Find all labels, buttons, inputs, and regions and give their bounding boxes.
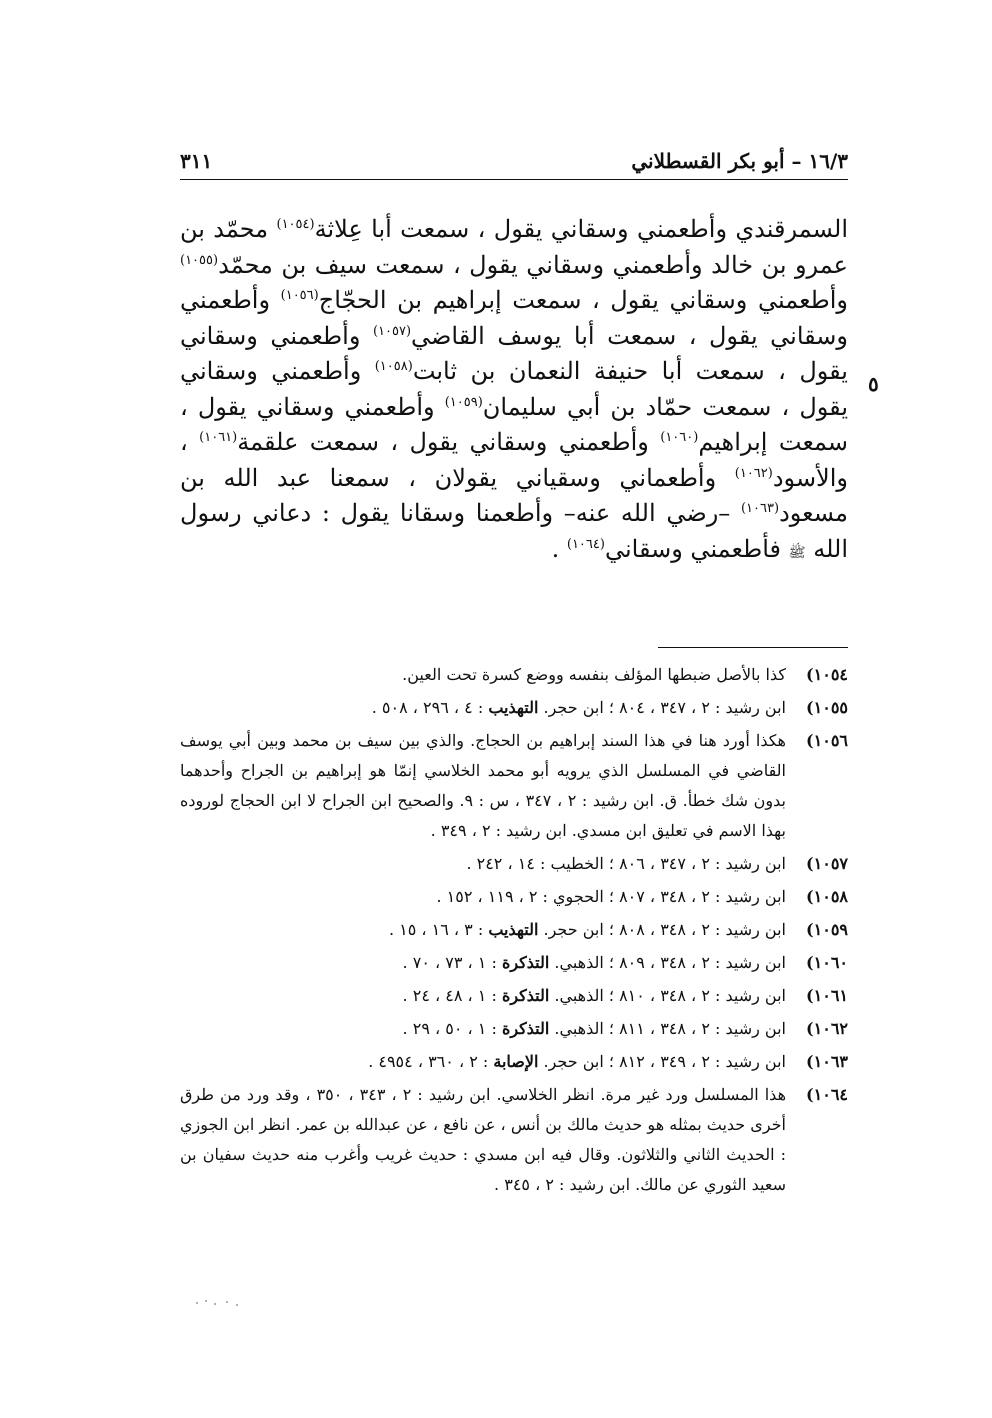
- line-number-marker: ٥: [868, 372, 879, 396]
- text-run: وأطعمني وسقاني يقول ، سمعت إبراهيم: [180, 392, 849, 456]
- footnote-number: ١٠٥٦): [806, 731, 848, 750]
- source-title: الإصابة: [493, 1052, 539, 1071]
- footnote: [180, 660, 848, 690]
- footnote-run: ابن رشيد : ٢ ، ٣٤٧ ، ٨٠٦ ؛ الخطيب : ١٤ ، ٢٤٢ .: [466, 854, 786, 873]
- text-run: وأطعمني وسقاني يقول ، سمعت حمّاد بن أبي سليمان: [180, 357, 849, 421]
- text-run: وأطعمني وسقاني يقول ، سمعت علقمة: [237, 428, 661, 456]
- footnote-text: [180, 726, 786, 846]
- text-run: السمرقندي وأطعمني وسقاني يقول ، سمعت أبا عِلاثة: [314, 215, 849, 243]
- footnote-run: ابن رشيد : ٢ ، ٣٤٩ ، ٨١٢ ؛ ابن حجر.: [538, 1052, 786, 1071]
- footnote-run: ابن رشيد : ٢ ، ٣٤٨ ، ٨٠٧ ؛ الحجوي : ٢ ، ١١٩ ، ١٥٢ .: [436, 887, 786, 906]
- footnote-number: ١٠٥٥): [806, 698, 848, 717]
- footnote-run: هكذا أورد هنا في هذا السند إبراهيم بن الحجاج. والذي بين سيف بن محمد وبين أبي يوسف القاضي في المسلسل الذي يرويه أبو محمد الخلاسي إنمّا هو إبراهيم بن الجراح وأحدهما بدون شك خطأ. ق. ابن رشيد : ٢ ، ٣٤٧ ، س : ٩. والصحيح ابن الجراح لا ابن الحجاج لوروده بهذا الاسم في تعليق ابن مسدي. ابن رشيد : ٢ ، ٣٤٩ .: [180, 731, 786, 840]
- footnote-text: [180, 1047, 786, 1077]
- footnote-text: [180, 660, 786, 690]
- scan-specks: [196, 1298, 240, 1308]
- text-run: ، والأسود: [180, 428, 848, 492]
- running-header: [180, 140, 848, 180]
- footnote-number: ١٠٥٨): [806, 887, 848, 906]
- footnote-ref: (١٠٦٢): [734, 465, 773, 481]
- footnote-text: [180, 693, 786, 723]
- footnote-number: ١٠٥٤): [806, 665, 848, 684]
- text-run: محمّد بن عمرو بن خالد وأطعمني وسقاني يقول ، سمعت سيف بن محمّد: [180, 215, 848, 279]
- chapter-title: ١٦/٣ – أبو بكر القسطلاني: [631, 149, 848, 173]
- footnote: [180, 882, 848, 912]
- footnote-ref: (١٠٦٤): [566, 536, 605, 552]
- footnote-run: ابن رشيد : ٢ ، ٣٤٧ ، ٨٠٤ ؛ ابن حجر.: [538, 698, 786, 717]
- source-title: التذكرة: [501, 1019, 550, 1038]
- footnote-text: [180, 1014, 786, 1044]
- footnote-ref: (١٠٥٦): [280, 288, 319, 303]
- footnote-ref: (١٠٦١): [199, 430, 238, 445]
- footnote-run: : ١ ، ٧٣ ، ٧٠ .: [402, 953, 502, 972]
- footnote-run: : ٣ ، ١٦ ، ١٥ .: [388, 920, 489, 939]
- footnote-text: [180, 849, 786, 879]
- footnote-number: ١٠٦٤): [806, 1085, 848, 1104]
- footnote-text: [180, 915, 786, 945]
- footnote-run: : ١ ، ٤٨ ، ٢٤ .: [402, 986, 502, 1005]
- page-number: ٣١١: [180, 149, 213, 173]
- footnote: [180, 1014, 848, 1044]
- footnote-ref: (١٠٥٩): [444, 394, 483, 410]
- footnote-run: : ٢ ، ٣٦٠ ، ٤٩٥٤ .: [368, 1052, 494, 1071]
- footnote-run: ابن رشيد : ٢ ، ٣٤٨ ، ٨٠٩ ؛ الذهبي.: [549, 953, 786, 972]
- text-run: فأطعمني وسقاني: [604, 534, 789, 563]
- footnote-text: [180, 981, 786, 1011]
- footnote-number: ١٠٥٩): [806, 920, 848, 939]
- footnote-number: ١٠٦٢): [806, 1019, 848, 1038]
- text-run: وأطعمني وسقاني يقول ، سمعت أبا يوسف القاضي: [180, 286, 848, 350]
- text-run: .: [551, 534, 567, 563]
- honorific-glyph: ﷺ: [788, 544, 806, 561]
- source-title: التذكرة: [501, 953, 550, 972]
- footnote-text: [180, 948, 786, 978]
- footnote-ref: (١٠٦٣): [740, 501, 780, 516]
- footnote: [180, 948, 848, 978]
- main-text: [180, 212, 848, 571]
- footnotes: [180, 660, 848, 1200]
- footnote-number: ١٠٦٣): [806, 1052, 848, 1071]
- footnote-ref: (١٠٥٨): [374, 359, 413, 374]
- footnote-ref: (١٠٥٥): [180, 252, 219, 268]
- footnote-run: كذا بالأصل ضبطها المؤلف بنفسه ووضع كسرة تحت العين.: [402, 665, 786, 684]
- source-title: التهذيب: [488, 698, 539, 717]
- footnote: [180, 915, 848, 945]
- footnote-run: ابن رشيد : ٢ ، ٣٤٨ ، ٨١٠ ؛ الذهبي.: [549, 986, 786, 1005]
- footnote: [180, 1047, 848, 1077]
- footnote: [180, 849, 848, 879]
- footnote-ref: (١٠٥٤): [276, 217, 315, 232]
- footnote-number: ١٠٦٠): [806, 953, 848, 972]
- footnote-run: هذا المسلسل ورد غير مرة. انظر الخلاسي. ابن رشيد : ٢ ، ٣٤٣ ، ٣٥٠ ، وقد ورد من طرق أخرى حديث بمثله هو حديث مالك بن أنس ، عن نافع ، عن عبدالله بن عمر. انظر ابن الجوزي : الحديث الثاني والثلاثون. وقال فيه ابن مسدي : حديث غريب وأغرب منه حديث سفيان بن سعيد الثوري عن مالك. ابن رشيد : ٢ ، ٣٤٥ .: [180, 1085, 787, 1194]
- footnote-run: ابن رشيد : ٢ ، ٣٤٨ ، ٨١١ ؛ الذهبي.: [549, 1019, 786, 1038]
- footnote-ref: (١٠٥٧): [372, 323, 412, 339]
- text-run: وأطعماني وسقياني يقولان ، سمعنا عبد الله بن مسعود: [180, 463, 848, 527]
- footnote-run: ابن رشيد : ٢ ، ٣٤٨ ، ٨٠٨ ؛ ابن حجر.: [538, 920, 786, 939]
- footnote-number: ١٠٥٧): [806, 854, 848, 873]
- footnote: [180, 981, 848, 1011]
- footnote-run: : ٤ ، ٢٩٦ ، ٥٠٨ .: [371, 698, 489, 717]
- text-run: وأطعمني وسقاني يقول ، سمعت أبا حنيفة النعمان بن ثابت: [180, 321, 848, 385]
- text-run: وأطعمني وسقاني يقول ، سمعت إبراهيم بن الحجّاج: [318, 286, 848, 314]
- footnote-number: ١٠٦١): [806, 986, 848, 1005]
- footnote-ref: (١٠٦٠): [660, 430, 699, 445]
- footnote-run: : ١ ، ٥٠ ، ٢٩ .: [402, 1019, 502, 1038]
- footnote-separator: [658, 647, 848, 648]
- footnote: [180, 726, 848, 846]
- text-run: –رضي الله عنه– وأطعمنا وسقانا يقول : دعاني رسول الله: [180, 499, 848, 563]
- footnote-text: [180, 882, 786, 912]
- footnote: [180, 693, 848, 723]
- source-title: التهذيب: [488, 920, 539, 939]
- footnote-text: [180, 1080, 786, 1200]
- source-title: التذكرة: [501, 986, 550, 1005]
- footnote: [180, 1080, 848, 1200]
